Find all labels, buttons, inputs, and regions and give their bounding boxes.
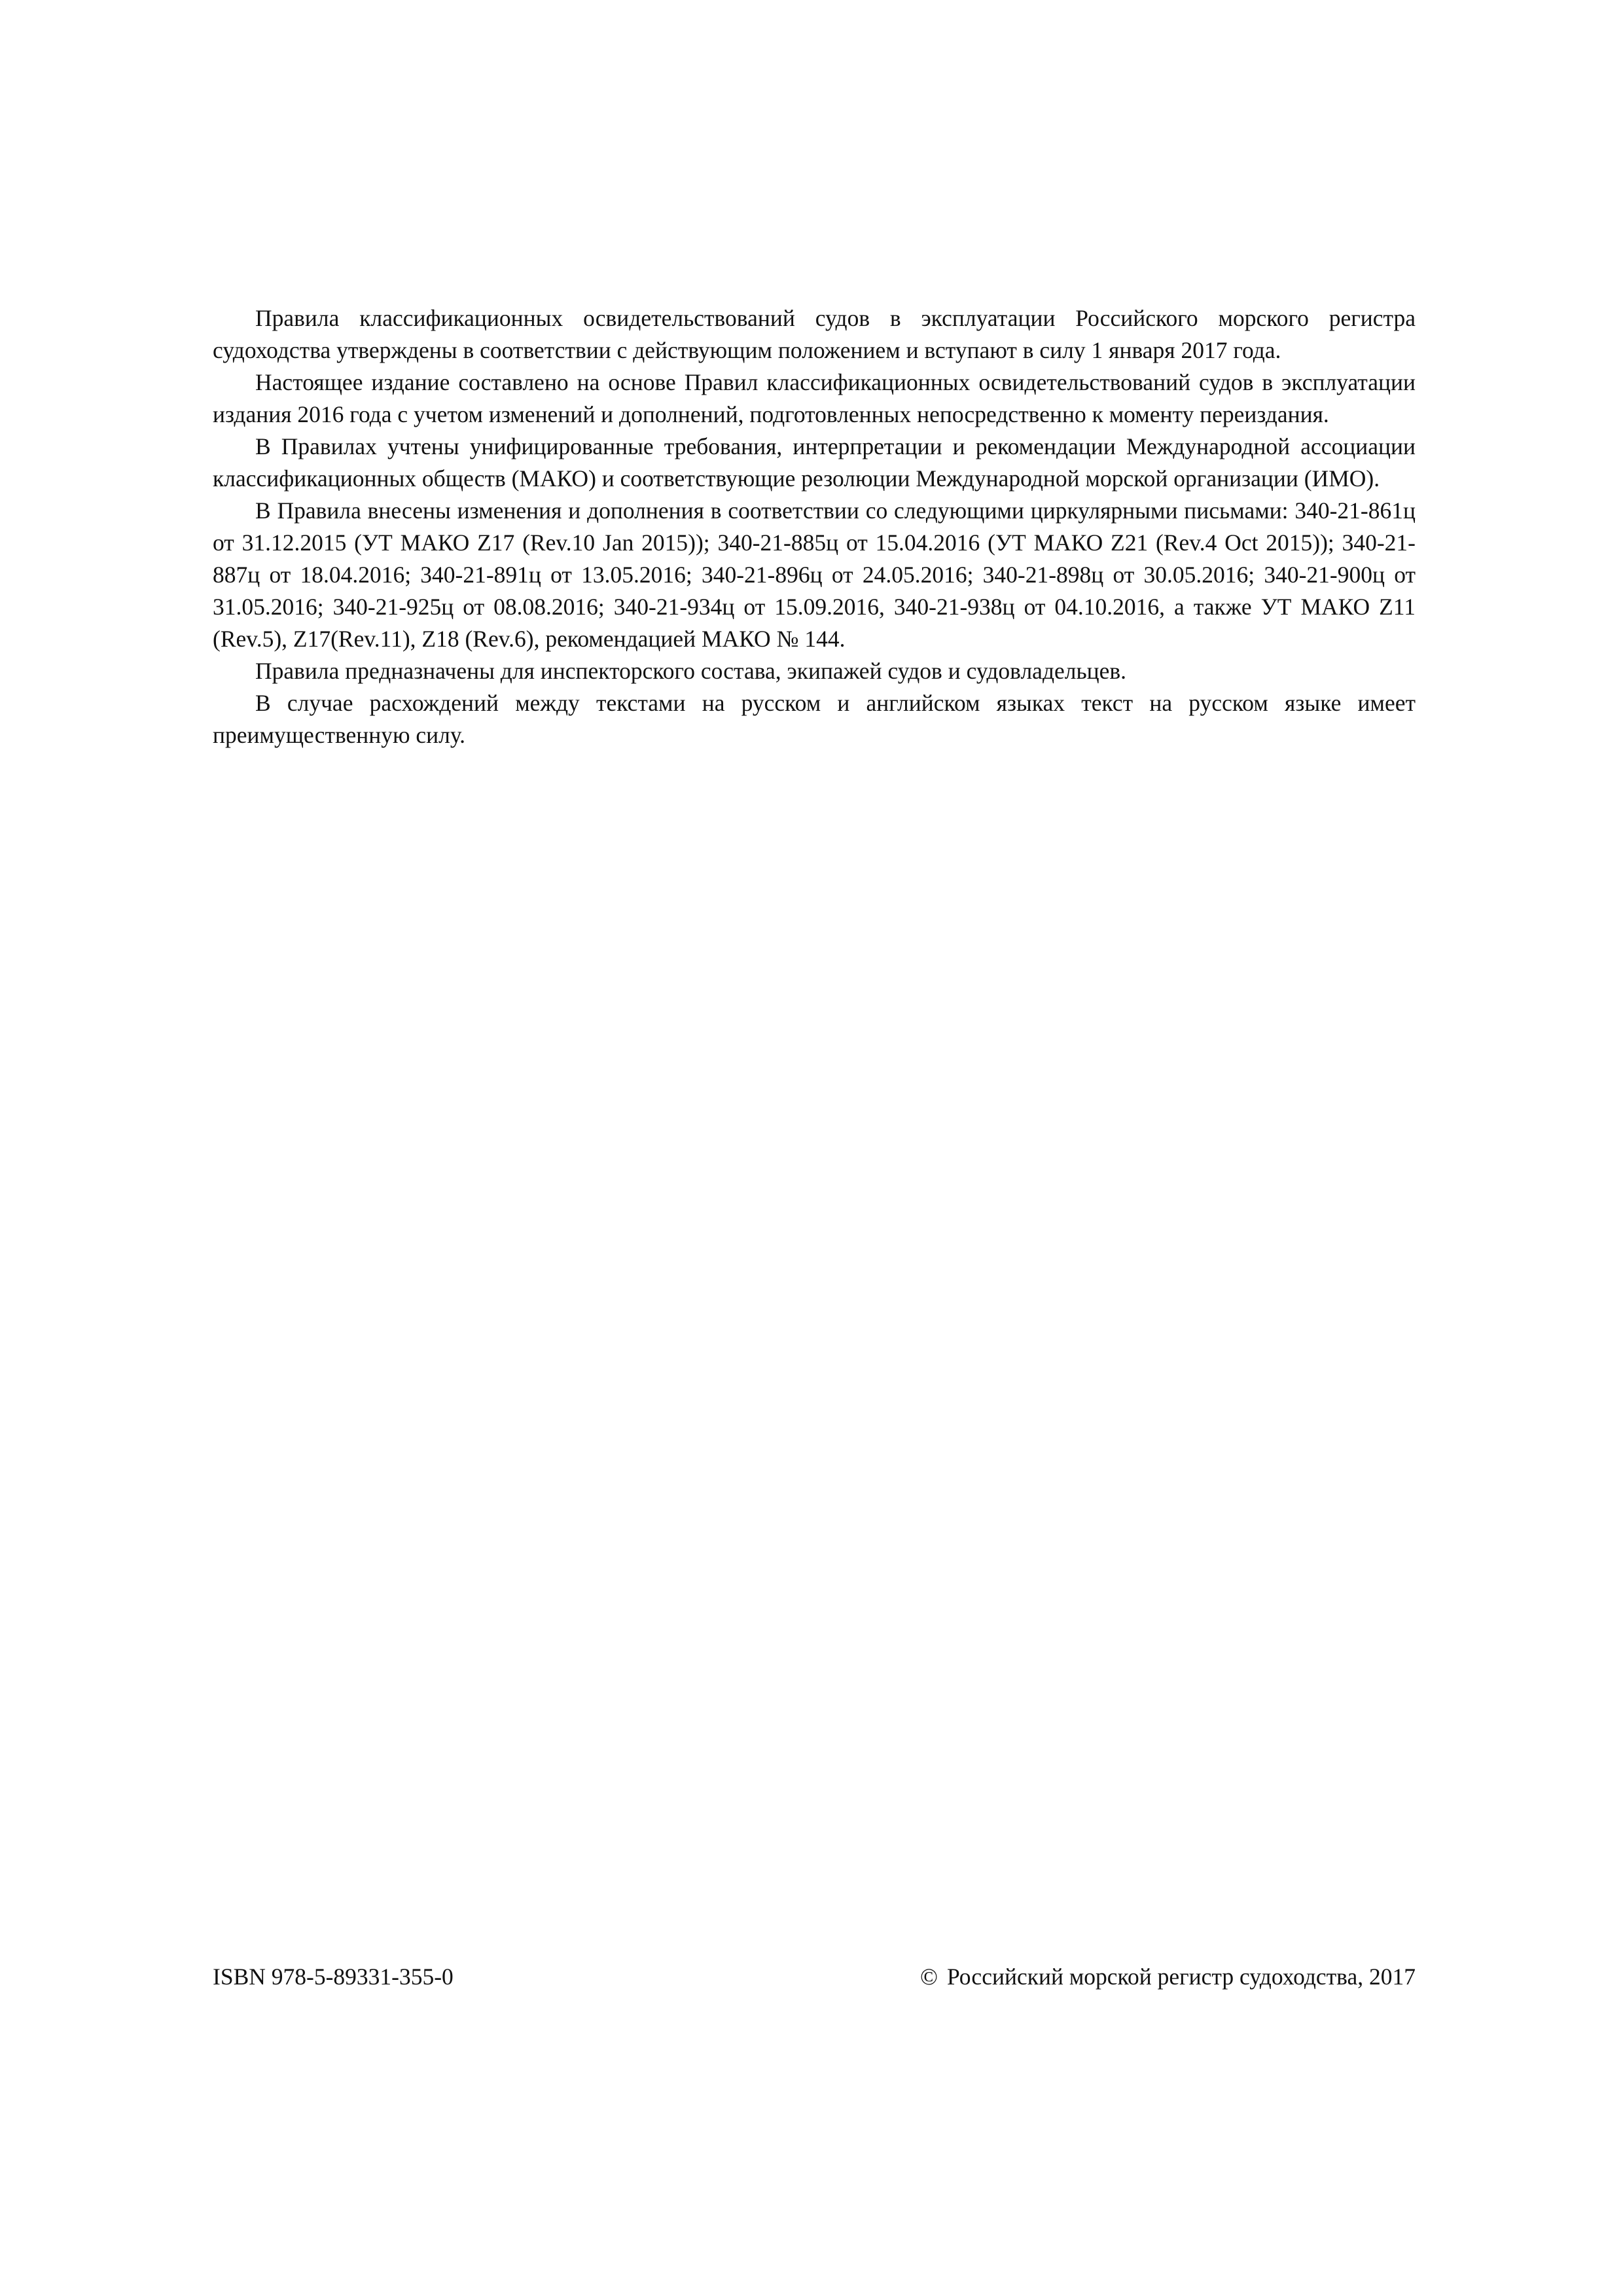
paragraph-intended-audience: Правила предназначены для инспекторского состава, экипажей судов и судовладельцев. [255,658,1127,684]
copyright-text: Российский морской регистр судоходства, 2017 [946,1964,1416,1990]
paragraph-circular-letters: В Правила внесены изменения и дополнения в соответствии со следующими циркулярными письмами: 340-21-861ц от 31.12.2015 (УТ МАКО Z17 (Rev.10 Jan 2015)); 340-21-885ц от 15.04.2016 (УТ МАКО Z21 (Rev.4 Oct 2015)); 340-21-887ц от 18.04.2016; 340-21-891ц от 13.05.2016; 340-21-896ц от 24.05.2016; 340-21-898ц от 30.05.2016; 340-21-900ц от 31.05.2016; 340-21-925ц от 08.08.2016; 340-21-934ц от 15.09.2016, 340-21-938ц от 04.10.2016, а также УТ МАКО Z11 (Rev.5), Z17(Rev.11), Z18 (Rev.6), рекомендацией МАКО № 144. [213,497,1416,652]
paragraph-iacs-requirements: В Правилах учтены унифицированные требования, интерпретации и рекомендации Международной ассоциации классификационных обществ (МАКО) и соответствующие резолюции Международной морской организации (ИМО). [213,433,1416,492]
copyright-line [920,1961,1416,1993]
main-text-block [213,302,1416,751]
copyright-icon: © [919,1964,938,1990]
paragraph-edition-basis: Настоящее издание составлено на основе Правил классификационных освидетельствований судов в эксплуатации издания 2016 года с учетом изменений и дополнений, подготовленных непосредственно к моменту переиздания. [213,369,1416,427]
paragraph-approval: Правила классификационных освидетельствований судов в эксплуатации Российского морского регистра судоходства утверждены в соответствии с действующим положением и вступают в силу 1 января 2017 года. [213,305,1416,363]
page-footer [213,1961,1416,1993]
isbn-label: ISBN 978-5-89331-355-0 [213,1964,454,1990]
paragraph-language-precedence: В случае расхождений между текстами на русском и английском языках текст на русском языке имеет преимущественную силу. [213,690,1416,748]
